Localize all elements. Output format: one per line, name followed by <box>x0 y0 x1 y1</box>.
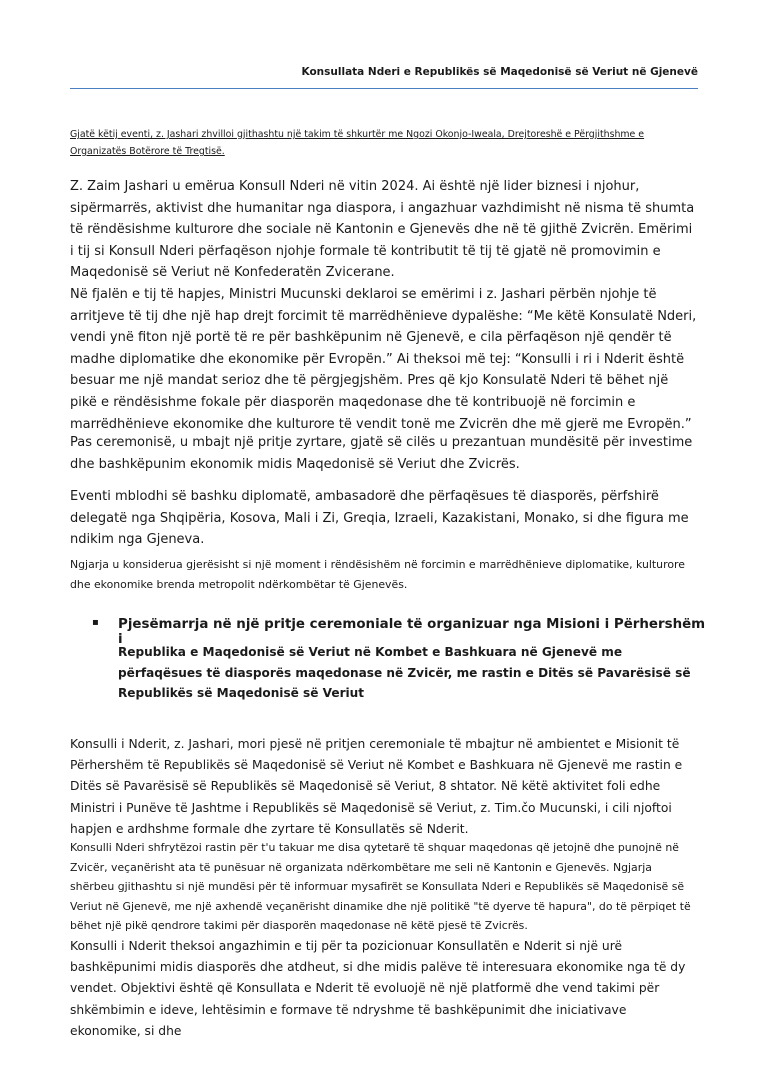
section-heading: Pjesëmarrja në një pritje ceremoniale të organizuar nga Misioni i Përhershëm i <box>118 617 706 647</box>
caption-line-1: Gjatë këtij eventi, z. Jashari zhvilloi gjithashtu një takim të shkurtër me Ngozi Okonjo-Iweala, Drejtoreshë e Përgjithshme e <box>70 129 645 140</box>
paragraph-diaspora-meeting: Konsulli Nderi shfrytëzoi rastin për t'u takuar me disa qytetarë të shquar maqedonas që jetojnë dhe punojnë në Zvicër, veçanërisht ata të punësuar në organizata ndërkombëtare me seli në Kantonin e Gjenevës. Ngjarja shërbeu gjithashtu si një mundësi për të informuar mysafirët se Konsullata Nderi e Republikës së Maqedonisë së Veriut në Gjenevë, me një axhendë veçanërisht dinamike dhe një politikë "të dyerve të hapura", do të përpiqet të bëhet një pikë qendrore takimi për diasporën maqedonase në këtë pjesë të Zvicrës. <box>70 841 691 933</box>
caption-line-2: Organizatës Botërore të Tregtisë. <box>70 146 225 157</box>
paragraph-guests: Eventi mblodhi së bashku diplomatë, ambasadorë dhe përfaqësues të diasporës, përfshirë delegatë nga Shqipëria, Kosova, Mali i Zi, Greqia, Izraeli, Kazakistani, Monako, si dhe figura me ndikim nga Gjeneva. <box>70 489 689 548</box>
paragraph-ceremony: Konsulli i Nderit, z. Jashari, mori pjesë në pritjen ceremoniale të mbajtur në ambientet e Misionit të Përhershëm të Republikës së Maqedonisë së Veriut në Kombet e Bashkuara në Gjenevë me rastin e Ditës së Pavarësisë së Republikës së Maqedonisë së Veriut, 8 shtator. Në këtë aktivitet foli edhe Ministri i Punëve të Jashtme i Republikës së Maqedonisë së Veriut, z. Tim.čo Mucunski, i cili njoftoi hapjen e ardhshme formale dhe zyrtare të Konsullatës së Nderit. <box>70 737 683 836</box>
paragraph-reception: Pas ceremonisë, u mbajt një pritje zyrtare, gjatë së cilës u prezantuan mundësitë për investime dhe bashkëpunim ekonomik midis Maqedonisë së Veriut dhe Zvicrës. <box>70 435 693 472</box>
header-divider <box>70 88 698 89</box>
paragraph-commitment: Konsulli i Nderit theksoi angazhimin e tij për ta pozicionuar Konsullatën e Nderit si një urë bashkëpunimi midis diasporës dhe atdheut, si dhe midis palëve të interesuara ekonomike nga të dy vendet. Objektivi është që Konsullata e Nderit të evoluojë në një platformë dhe vend takimi për shkëmbimin e ideve, lehtësimin e formave të ndryshme të bashkëpunimit dhe iniciativave ekonomike, si dhe <box>70 939 686 1038</box>
photo-caption <box>70 126 698 160</box>
bullet-marker: ▪ <box>92 617 99 628</box>
document-header-title: Konsullata Nderi e Republikës së Maqedonisë së Veriut në Gjenevë <box>301 66 698 78</box>
paragraph-appointment: Z. Zaim Jashari u emërua Konsull Nderi në vitin 2024. Ai është një lider biznesi i njohur, sipërmarrës, aktivist dhe humanitar nga diaspora, i angazhuar vazhdimisht në nisma të shumta të rëndësishme kulturore dhe sociale në Kantonin e Gjenevës dhe në të gjithë Zvicrën. Emërimi i tij si Konsull Nderi përfaqëson njohje formale të kontributit të tij të gjatë në promovimin e Maqedonisë së Veriut në Konfederatën Zvicerane. <box>70 179 695 281</box>
paragraph-minister-speech: Në fjalën e tij të hapjes, Ministri Mucunski deklaroi se emërimi i z. Jashari përbën njohje të arritjeve të tij dhe një hap drejt forcimit të marrëdhënieve dypalëshe: “Me këtë Konsulatë Nderi, vendi ynë fiton një portë të re për bashkëpunim në Gjenevë, e cila përfaqëson një qendër të madhe diplomatike dhe ekonomike për Evropën.” Ai theksoi më tej: “Konsulli i ri i Nderit është besuar me një mandat serioz dhe të përgjegjshëm. Pres që kjo Konsulatë Nderi të bëhet një pikë e rëndësishme fokale për diasporën maqedonase dhe të kontribuojë në forcimin e marrëdhënieve ekonomike dhe kulturore të vendit tonë me Zvicrën dhe më gjerë me Evropën.” <box>70 287 697 432</box>
paragraph-significance: Ngjarja u konsiderua gjerësisht si një moment i rëndësishëm në forcimin e marrëdhënieve diplomatike, kulturore dhe ekonomike brenda metropolit ndërkombëtar të Gjenevës. <box>70 558 685 591</box>
section-subheading: Republika e Maqedonisë së Veriut në Kombet e Bashkuara në Gjenevë me përfaqësues të diasporës maqedonase në Zvicër, me rastin e Ditës së Pavarësisë së Republikës së Maqedonisë së Veriut <box>118 645 691 700</box>
